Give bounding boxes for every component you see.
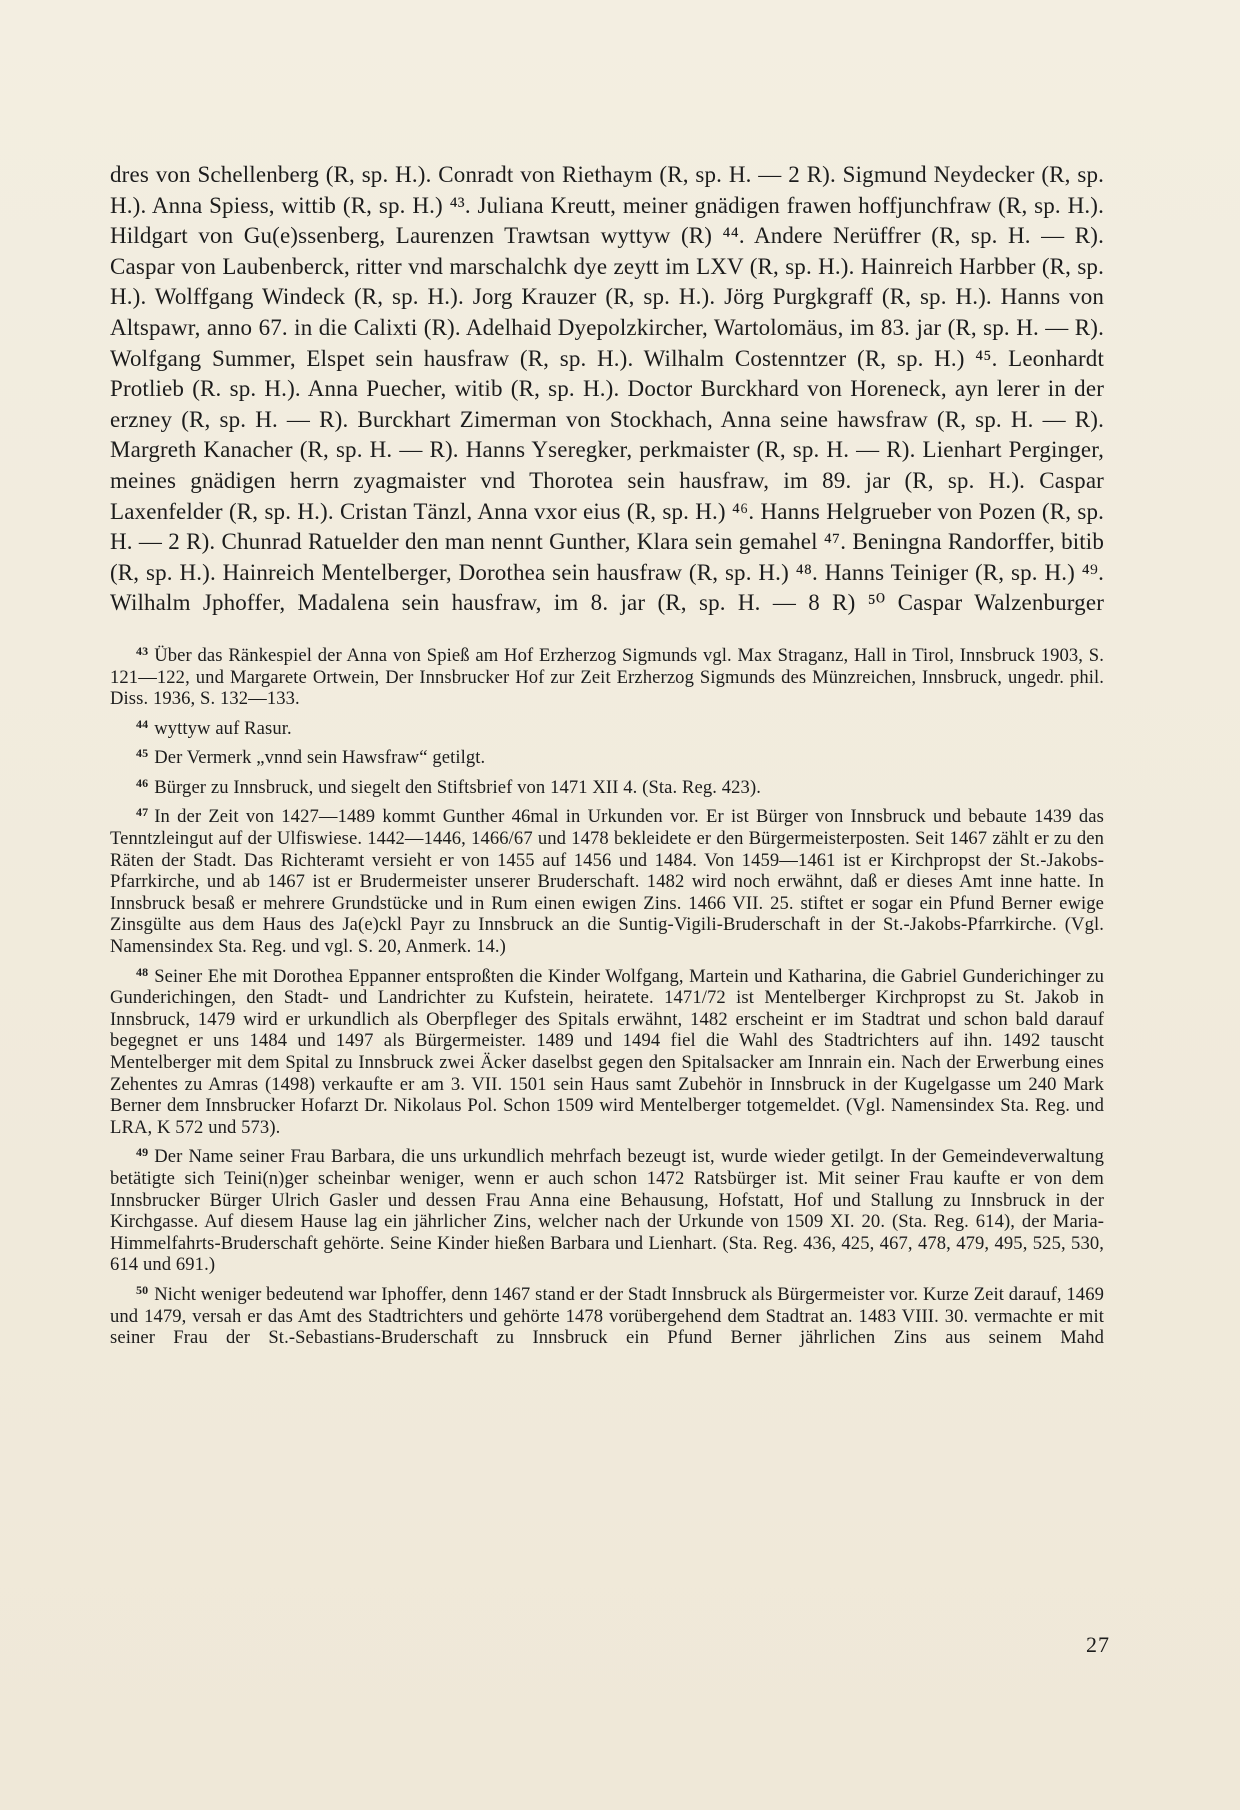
footnote-number: 50 bbox=[136, 1282, 149, 1297]
footnote-text: Seiner Ehe mit Dorothea Eppanner entsproßten die Kinder Wolfgang, Martein und Katharina, die Gabriel Gunderichinger zu Gunderichingen, den Stadt- und Landrichter zu Kufstein, heiratete. 1471/72 ist Mentelberger Kirchpropst zu St. Jakob in Innsbruck, 1479 wird er urkundlich als Oberpfleger des Spitals erwähnt, 1482 erscheint er im Stadtrat und schon bald darauf begegnet er uns 1484 und 1497 als Bürgermeister. 1489 und 1494 fiel die Wahl des Stadtrichters auf ihn. 1492 tauscht Mentelberger mit dem Spital zu Innsbruck zwei Äcker daselbst gegen den Spitalsacker am Innrain ein. Nach der Erwerbung eines Zehentes zu Amras (1498) verkaufte er am 3. VII. 1501 sein Haus samt Zubehör in Innsbruck in der Kugelgasse um 240 Mark Berner dem Innsbrucker Hofarzt Dr. Nikolaus Pol. Schon 1509 wird Mentelberger totgemeldet. (Vgl. Namensindex Sta. Reg. und LRA, K 572 und 573). bbox=[110, 965, 1104, 1138]
footnote-50 bbox=[110, 1280, 1104, 1349]
footnote-45 bbox=[110, 743, 1104, 769]
footnote-text: Nicht weniger bedeutend war Iphoffer, denn 1467 stand er der Stadt Innsbruck als Bürgermeister vor. Kurze Zeit darauf, 1469 und 1479, versah er das Amt des Stadtrichters und gehörte 1478 vorübergehend dem Stadtrat an. 1483 VIII. 30. vermachte er mit seiner Frau der St.-Sebastians-Bruderschaft zu Innsbruck ein Pfund Berner jährlichen Zins aus seinem Mahd bbox=[110, 1283, 1104, 1349]
footnote-text: Über das Ränkespiel der Anna von Spieß am Hof Erzherzog Sigmunds vgl. Max Straganz, Hall in Tirol, Innsbruck 1903, S. 121—122, und Margarete Ortwein, Der Innsbrucker Hof zur Zeit Erzherzog Sigmunds des Münzreichen, Innsbruck, ungedr. phil. Diss. 1936, S. 132—133. bbox=[110, 644, 1104, 710]
footnote-number: 49 bbox=[136, 1145, 149, 1160]
page-content bbox=[110, 160, 1104, 1353]
footnote-47 bbox=[110, 802, 1104, 957]
footnote-number: 48 bbox=[136, 964, 149, 979]
footnote-text: In der Zeit von 1427—1489 kommt Gunther 46mal in Urkunden vor. Er ist Bürger von Innsbruck und bebaute 1439 das Tenntzleingut auf der Ulfiswiese. 1442—1446, 1466/67 und 1478 bekleidete er den Bürgermeisterposten. Seit 1467 zählt er zu den Räten der Stadt. Das Richteramt versieht er von 1455 auf 1456 und 1484. Von 1459—1461 ist er Kirchpropst der St.-Jakobs-Pfarrkirche, und ab 1467 ist er Brudermeister unserer Bruderschaft. 1482 wird noch erwähnt, daß er dieses Amt inne hatte. In Innsbruck besaß er mehrere Grundstücke und in Rum einen ewigen Zins. 1466 VII. 25. stiftet er sogar ein Pfund Berner ewige Zinsgülte aus dem Haus des Ja(e)ckl Payr zu Innsbruck an die Suntig-Vigili-Bruderschaft in der St.-Jakobs-Pfarrkirche. (Vgl. Namensindex Sta. Reg. und vgl. S. 20, Anmerk. 14.) bbox=[110, 806, 1104, 958]
footnote-49 bbox=[110, 1142, 1104, 1276]
footnote-48 bbox=[110, 962, 1104, 1139]
footnote-text: Der Name seiner Frau Barbara, die uns urkundlich mehrfach bezeugt ist, wurde wieder getilgt. In der Gemeindeverwaltung betätigte sich Teini(n)ger scheinbar weniger, wenn er auch schon 1472 Ratsbürger ist. Mit seiner Frau kaufte er von dem Innsbrucker Bürger Ulrich Gasler und dessen Frau Anna eine Behausung, Hofstatt, Hof und Stallung zu Innsbruck in der Kirchgasse. Auf diesem Hause lag ein jährlicher Zins, welcher nach der Urkunde von 1509 XI. 20. (Sta. Reg. 614), der Maria-Himmelfahrts-Bruderschaft gehörte. Seine Kinder hießen Barbara und Lienhart. (Sta. Reg. 436, 425, 467, 478, 479, 495, 525, 530, 614 und 691.) bbox=[110, 1146, 1104, 1276]
footnote-text: wyttyw auf Rasur. bbox=[154, 717, 292, 739]
footnote-number: 43 bbox=[136, 643, 149, 658]
footnote-46 bbox=[110, 773, 1104, 799]
footnote-number: 45 bbox=[136, 746, 149, 761]
footnote-text: Bürger zu Innsbruck, und siegelt den Stiftsbrief von 1471 XII 4. (Sta. Reg. 423). bbox=[154, 776, 761, 798]
page-number: 27 bbox=[1086, 1632, 1110, 1657]
footnotes bbox=[110, 641, 1104, 1349]
footnote-44 bbox=[110, 714, 1104, 740]
footnote-number: 47 bbox=[136, 805, 149, 820]
footnote-number: 46 bbox=[136, 775, 149, 790]
main-text: dres von Schellenberg (R, sp. H.). Conradt von Riethaym (R, sp. H. — 2 R). Sigmund Neydecker (R, sp. H.). Anna Spiess, wittib (R, sp. H.) ⁴³. Juliana Kreutt, meiner gnädigen frawen hoffjunchfraw (R, sp. H.). Hildgart von Gu(e)ssenberg, Laurenzen Trawtsan wyttyw (R) ⁴⁴. Andere Nerüffrer (R, sp. H. — R). Caspar von Laubenberck, ritter vnd marschalchk dye zeytt im LXV (R, sp. H.). Hainreich Harbber (R, sp. H.). Wolffgang Windeck (R, sp. H.). Jorg Krauzer (R, sp. H.). Jörg Purgkgraff (R, sp. H.). Hanns von Altspawr, anno 67. in die Calixti (R). Adelhaid Dyepolzkircher, Wartolomäus, im 83. jar (R, sp. H. — R). Wolfgang Summer, Elspet sein hausfraw (R, sp. H.). Wilhalm Costenntzer (R, sp. H.) ⁴⁵. Leonhardt Protlieb (R. sp. H.). Anna Puecher, witib (R, sp. H.). Doctor Burckhard von Horeneck, ayn lerer in der erzney (R, sp. H. — R). Burckhart Zimerman von Stockhach, Anna seine hawsfraw (R, sp. H. — R). Margreth Kanacher (R, sp. H. — R). Hanns Yseregker, perkmaister (R, sp. H. — R). Lienhart Perginger, meines gnädigen herrn zyagmaister vnd Thorotea sein hausfraw, im 89. jar (R, sp. H.). Caspar Laxenfelder (R, sp. H.). Cristan Tänzl, Anna vxor eius (R, sp. H.) ⁴⁶. Hanns Helgrueber von Pozen (R, sp. H. — 2 R). Chunrad Ratuelder den man nennt Gunther, Klara sein gemahel ⁴⁷. Beningna Randorffer, bitib (R, sp. H.). Hainreich Mentelberger, Dorothea sein hausfraw (R, sp. H.) ⁴⁸. Hanns Teiniger (R, sp. H.) ⁴⁹. Wilhalm Jphoffer, Madalena sein hausfraw, im 8. jar (R, sp. H. — 8 R) ⁵⁰ Caspar Walzenburger bbox=[110, 162, 1104, 616]
footnote-number: 44 bbox=[136, 716, 149, 731]
footnote-text: Der Vermerk „vnnd sein Hawsfraw“ getilgt. bbox=[154, 747, 486, 769]
footnote-43 bbox=[110, 641, 1104, 710]
